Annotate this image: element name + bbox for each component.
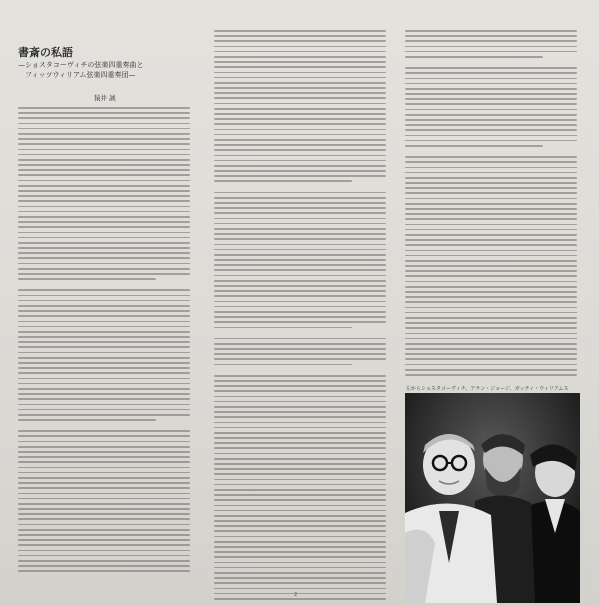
text-line [405, 83, 577, 85]
photo-illustration [405, 393, 580, 603]
text-line [214, 505, 386, 507]
text-line [18, 372, 190, 374]
text-line [18, 185, 190, 187]
text-line [405, 51, 577, 53]
text-line [214, 51, 386, 53]
text-line [18, 112, 190, 114]
text-line [214, 295, 386, 297]
text-line [18, 326, 190, 328]
text-line [214, 567, 386, 569]
text-line [18, 414, 190, 416]
text-line [214, 155, 386, 157]
text-line [405, 161, 577, 163]
text-line [18, 352, 190, 354]
text-line [405, 255, 577, 257]
text-line [405, 156, 577, 158]
text-line [214, 238, 386, 240]
text-line [214, 35, 386, 37]
text-line [214, 510, 386, 512]
text-line [214, 396, 386, 398]
text-line [405, 114, 577, 116]
text-line [214, 149, 386, 151]
text-line [405, 172, 577, 174]
text-line [18, 289, 190, 291]
paragraph-gap [214, 369, 386, 375]
text-line [214, 212, 386, 214]
text-line [214, 530, 386, 532]
text-line [214, 228, 386, 230]
text-line [18, 268, 190, 270]
text-line [214, 556, 386, 558]
text-line [18, 461, 190, 463]
text-line [18, 232, 190, 234]
text-line [214, 249, 386, 251]
text-line [214, 66, 386, 68]
text-line [18, 206, 190, 208]
text-line [18, 472, 190, 474]
text-line [18, 190, 190, 192]
text-line [18, 252, 190, 254]
text-line [214, 92, 386, 94]
text-line [214, 180, 352, 182]
text-line [214, 411, 386, 413]
text-line [18, 482, 190, 484]
text-line [18, 404, 190, 406]
text-line [18, 518, 190, 520]
text-line [214, 40, 386, 42]
text-line [18, 226, 190, 228]
text-line [405, 98, 577, 100]
text-line [214, 577, 386, 579]
article-author: 猿井 誠 [94, 94, 116, 102]
text-line [214, 259, 386, 261]
text-line [405, 93, 577, 95]
text-line [18, 263, 190, 265]
text-line [405, 229, 577, 231]
text-line [405, 35, 577, 37]
text-line [214, 520, 386, 522]
text-line [405, 234, 577, 236]
text-line [405, 260, 577, 262]
text-line [18, 133, 190, 135]
text-line [18, 362, 190, 364]
text-line [18, 107, 190, 109]
text-line [214, 401, 386, 403]
text-line [405, 40, 577, 42]
text-line [405, 135, 577, 137]
text-line [214, 197, 386, 199]
text-line [214, 103, 386, 105]
text-line [214, 442, 386, 444]
text-line [405, 198, 577, 200]
text-line [18, 544, 190, 546]
text-line [18, 435, 190, 437]
article-header [18, 46, 198, 80]
text-line [214, 572, 386, 574]
text-line [214, 593, 386, 595]
text-line [214, 87, 386, 89]
text-line [405, 374, 577, 376]
text-line [214, 175, 386, 177]
text-line [405, 322, 577, 324]
text-line [214, 541, 386, 543]
text-line [18, 409, 190, 411]
text-line [405, 265, 577, 267]
text-line [214, 582, 386, 584]
text-line [405, 140, 577, 142]
article-title: 書斎の私語 [18, 46, 73, 59]
text-line [18, 247, 190, 249]
text-line [18, 300, 190, 302]
text-line [214, 353, 386, 355]
text-line [405, 307, 577, 309]
text-line [405, 67, 577, 69]
text-line [18, 149, 190, 151]
text-line [214, 358, 386, 360]
text-line [18, 441, 190, 443]
article-subtitle-line-1: —ショスタコーヴィチの弦楽四重奏曲と [18, 61, 144, 70]
text-line [214, 108, 386, 110]
text-line [405, 353, 577, 355]
text-line [405, 244, 577, 246]
text-line [18, 341, 190, 343]
text-line [405, 348, 577, 350]
text-line [405, 312, 577, 314]
page-number: 2 [294, 592, 298, 598]
text-line [405, 72, 577, 74]
text-line [214, 129, 386, 131]
text-line [214, 280, 386, 282]
text-line [405, 338, 577, 340]
text-line [405, 192, 577, 194]
text-line [214, 484, 386, 486]
text-line [18, 278, 156, 280]
text-line [214, 97, 386, 99]
text-line [214, 275, 386, 277]
text-line [18, 529, 190, 531]
text-line [214, 56, 386, 58]
text-line [214, 306, 386, 308]
text-line [18, 128, 190, 130]
text-line [405, 187, 577, 189]
text-line [405, 333, 577, 335]
text-line [214, 327, 352, 329]
text-line [18, 539, 190, 541]
text-line [18, 331, 190, 333]
text-line [214, 223, 386, 225]
text-line [18, 503, 190, 505]
text-line [405, 109, 577, 111]
text-line [18, 138, 190, 140]
text-line [214, 364, 352, 366]
text-line [18, 378, 190, 380]
text-line [18, 565, 190, 567]
text-line [18, 117, 190, 119]
text-line [405, 30, 577, 32]
text-line [214, 375, 386, 377]
text-line [214, 118, 386, 120]
text-line [18, 493, 190, 495]
text-line [405, 270, 577, 272]
text-line [214, 244, 386, 246]
text-line [405, 177, 577, 179]
text-line [18, 570, 190, 572]
text-line [18, 164, 190, 166]
text-line [214, 134, 386, 136]
text-line [18, 321, 190, 323]
text-line [214, 77, 386, 79]
text-line [405, 56, 543, 58]
text-line [405, 119, 577, 121]
text-line [405, 327, 577, 329]
text-line [214, 311, 386, 313]
text-line [405, 213, 577, 215]
text-line [214, 321, 386, 323]
text-line [214, 160, 386, 162]
text-line [214, 285, 386, 287]
text-line [18, 357, 190, 359]
text-line [214, 536, 386, 538]
text-line [405, 281, 577, 283]
text-line [405, 317, 577, 319]
text-line [18, 508, 190, 510]
text-line [405, 239, 577, 241]
text-line [214, 233, 386, 235]
text-line [214, 432, 386, 434]
text-line [214, 380, 386, 382]
paragraph-gap [214, 186, 386, 192]
text-line [18, 237, 190, 239]
text-line [405, 301, 577, 303]
text-line [18, 388, 190, 390]
paragraph-gap [214, 332, 386, 338]
text-line [18, 336, 190, 338]
text-line [18, 393, 190, 395]
text-line [214, 463, 386, 465]
text-line [214, 30, 386, 32]
text-line [214, 316, 386, 318]
text-line [214, 515, 386, 517]
text-line [214, 494, 386, 496]
text-line [405, 78, 577, 80]
text-line [18, 123, 190, 125]
text-line [405, 167, 577, 169]
text-line [18, 419, 156, 421]
text-line [405, 296, 577, 298]
text-line [18, 180, 190, 182]
text-line [18, 211, 190, 213]
text-line [214, 82, 386, 84]
text-line [214, 489, 386, 491]
text-line [405, 286, 577, 288]
text-line [405, 182, 577, 184]
text-line [214, 458, 386, 460]
text-line [214, 269, 386, 271]
text-line [18, 216, 190, 218]
text-line [405, 358, 577, 360]
text-line [214, 254, 386, 256]
text-line [214, 338, 386, 340]
text-line [214, 546, 386, 548]
text-line [214, 170, 386, 172]
text-line [214, 416, 386, 418]
text-line [18, 257, 190, 259]
text-line [18, 446, 190, 448]
text-line [405, 103, 577, 105]
text-line [405, 145, 543, 147]
text-line [18, 143, 190, 145]
text-line [405, 364, 577, 366]
text-line [18, 169, 190, 171]
text-line [18, 305, 190, 307]
text-line [214, 144, 386, 146]
text-line [214, 453, 386, 455]
text-line [214, 551, 386, 553]
text-line [214, 473, 386, 475]
musicians-photo [405, 393, 580, 603]
text-line [405, 224, 577, 226]
text-line [18, 555, 190, 557]
text-line [214, 192, 386, 194]
text-line [18, 315, 190, 317]
text-line [214, 385, 386, 387]
body-text-column-3 [405, 30, 577, 379]
text-line [18, 200, 190, 202]
text-line [18, 273, 190, 275]
text-line [214, 348, 386, 350]
text-line [405, 124, 577, 126]
text-line [18, 310, 190, 312]
text-line [214, 468, 386, 470]
text-line [18, 456, 190, 458]
text-line [214, 46, 386, 48]
text-line [18, 174, 190, 176]
text-line [405, 291, 577, 293]
text-line [18, 383, 190, 385]
text-line [214, 72, 386, 74]
article-subtitle-line-2: フィッツウィリアム弦楽四重奏団— [18, 70, 136, 79]
text-line [214, 422, 386, 424]
text-line [405, 250, 577, 252]
text-line [214, 139, 386, 141]
text-line [18, 498, 190, 500]
text-line [18, 550, 190, 552]
text-line [214, 61, 386, 63]
text-line [18, 242, 190, 244]
body-text-column-1 [18, 107, 190, 576]
text-line [214, 598, 386, 600]
text-line [18, 513, 190, 515]
text-line [405, 88, 577, 90]
text-line [18, 159, 190, 161]
text-line [18, 524, 190, 526]
text-line [214, 165, 386, 167]
text-line [18, 154, 190, 156]
text-line [405, 218, 577, 220]
text-line [18, 346, 190, 348]
text-line [18, 477, 190, 479]
text-line [214, 207, 386, 209]
text-line [405, 208, 577, 210]
text-line [214, 406, 386, 408]
text-line [18, 487, 190, 489]
text-line [18, 430, 190, 432]
text-line [214, 113, 386, 115]
text-line [214, 264, 386, 266]
text-line [18, 398, 190, 400]
text-line [405, 203, 577, 205]
text-line [18, 195, 190, 197]
text-line [405, 275, 577, 277]
text-line [214, 123, 386, 125]
text-line [214, 447, 386, 449]
text-line [405, 343, 577, 345]
text-line [214, 499, 386, 501]
text-line [214, 437, 386, 439]
text-line [18, 534, 190, 536]
text-line [214, 218, 386, 220]
text-line [214, 390, 386, 392]
body-text-column-2 [214, 30, 386, 603]
photo-caption: 左からショスタコーヴィチ、アラン・ジョージ、ガッティ・ウィリアムス [406, 386, 569, 392]
text-line [18, 367, 190, 369]
text-line [214, 479, 386, 481]
text-line [214, 202, 386, 204]
text-line [18, 467, 190, 469]
text-line [214, 525, 386, 527]
text-line [214, 290, 386, 292]
text-line [405, 129, 577, 131]
text-line [18, 221, 190, 223]
text-line [18, 560, 190, 562]
text-line [405, 46, 577, 48]
text-line [214, 301, 386, 303]
text-line [214, 427, 386, 429]
text-line [405, 369, 577, 371]
text-line [214, 588, 386, 590]
text-line [18, 451, 190, 453]
text-line [214, 343, 386, 345]
text-line [18, 295, 190, 297]
text-line [214, 562, 386, 564]
